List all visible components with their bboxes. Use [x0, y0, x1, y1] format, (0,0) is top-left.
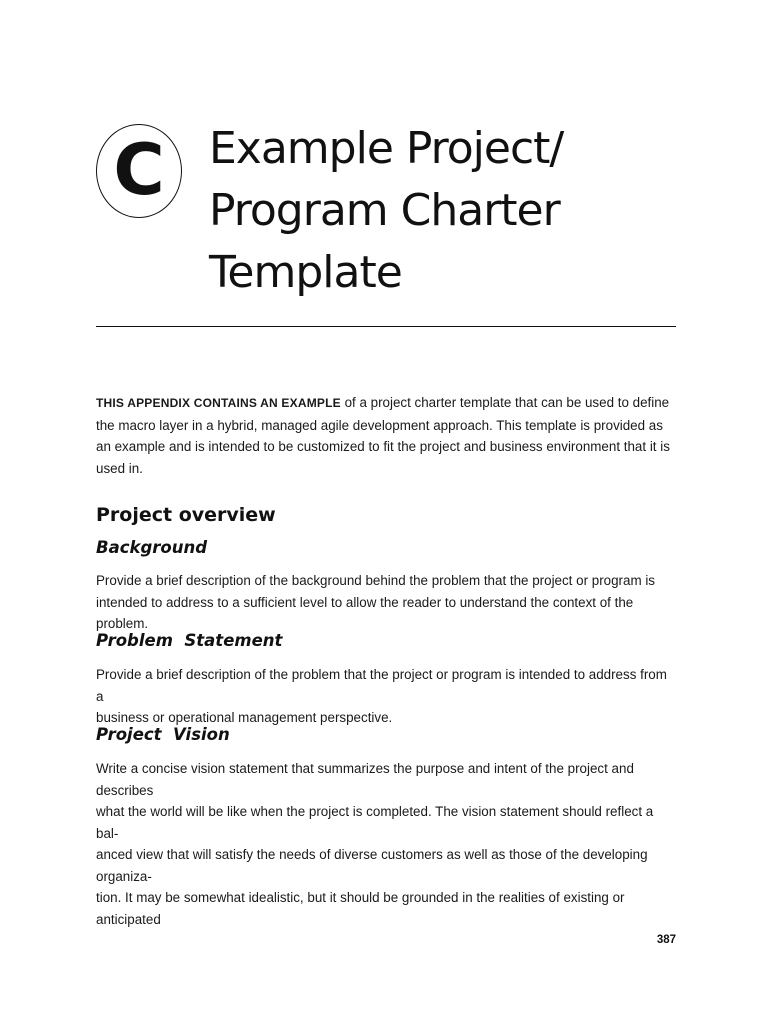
- chapter-badge: [96, 124, 182, 218]
- paragraph-line: Provide a brief description of the problem that the project or program is intended to address from a: [96, 667, 667, 704]
- chapter-title-line: Template: [209, 247, 402, 298]
- title-divider: [96, 326, 676, 327]
- paragraph-line: business or operational management perspective.: [96, 710, 393, 725]
- subsection-heading-background: Background: [96, 538, 208, 557]
- paragraph-line: Write a concise vision statement that summarizes the purpose and intent of the project and describes: [96, 761, 634, 798]
- paragraph-line: tion. It may be somewhat idealistic, but it should be grounded in the realities of existing or anticipated: [96, 890, 625, 927]
- background-paragraph: [96, 570, 676, 635]
- paragraph-line: intended to address to a sufficient level to allow the reader to understand the context of the problem.: [96, 594, 634, 631]
- chapter-title-line: Program Charter: [209, 185, 560, 236]
- paragraph-line: anced view that will satisfy the needs of diverse customers as well as those of the developing organiza-: [96, 847, 648, 884]
- subsection-heading-problem-statement: Problem Statement: [96, 631, 283, 650]
- chapter-title-line: Example Project/: [209, 123, 564, 174]
- paragraph-line: what the world will be like when the project is completed. The vision statement should reflect a bal-: [96, 804, 654, 841]
- intro-lead-in: THIS APPENDIX CONTAINS AN EXAMPLE: [96, 396, 341, 410]
- intro-text: of a project charter template that can be used to define the macro layer in a hybrid, managed agile development approach. This template is provided as an example and is intended to be customized to fit the project and business environment that it is used in.: [96, 395, 670, 476]
- section-heading: Project overview: [96, 504, 276, 526]
- page-number: 387: [656, 934, 676, 946]
- problem-statement-paragraph: [96, 664, 676, 729]
- project-vision-paragraph: [96, 758, 676, 930]
- subsection-heading-project-vision: Project Vision: [96, 725, 230, 744]
- chapter-letter: C: [113, 129, 165, 211]
- paragraph-line: Provide a brief description of the background behind the problem that the project or program is: [96, 573, 656, 588]
- intro-paragraph: [96, 392, 676, 479]
- chapter-title: [209, 118, 679, 304]
